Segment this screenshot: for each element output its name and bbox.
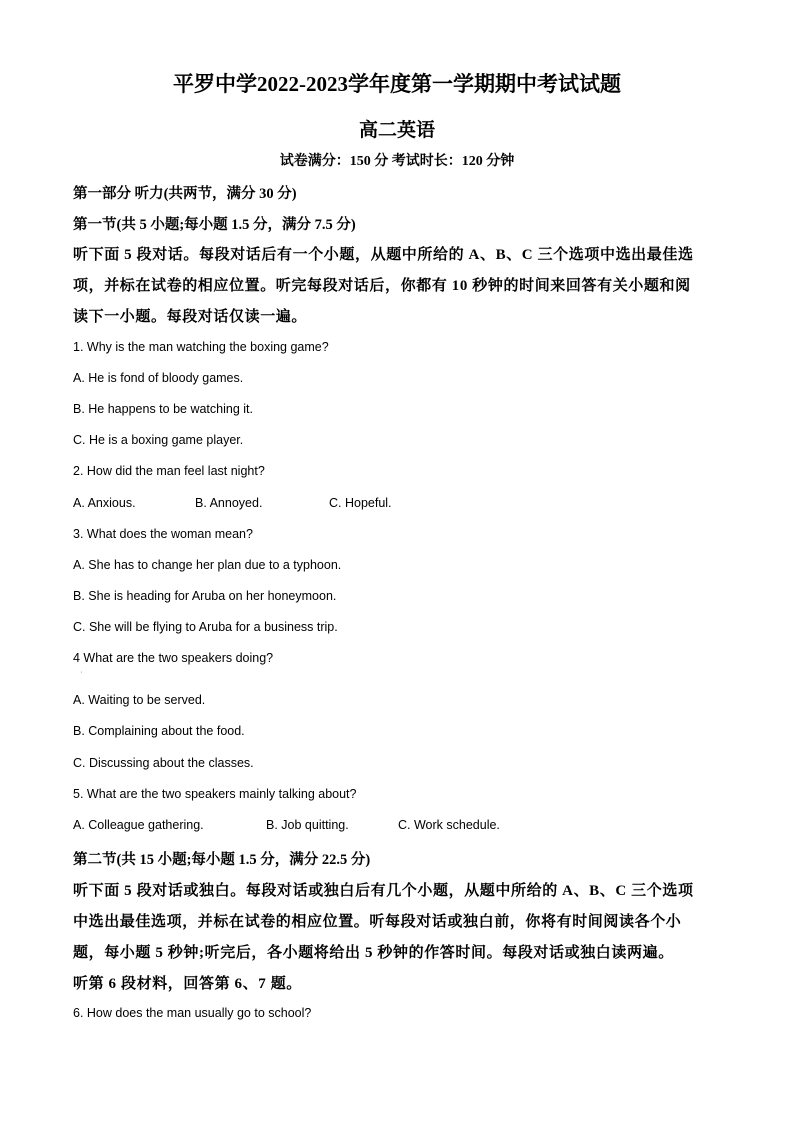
question-stem: 4 What are the two speakers doing?: [73, 651, 274, 665]
answer-option: C. She will be flying to Aruba for a business trip.: [73, 620, 338, 634]
section2-instruction-line: 中选出最佳选项，并标在试卷的相应位置。听每段对话或独白前，你将有时间阅读各个小: [73, 914, 682, 930]
answer-option: A. She has to change her plan due to a typhoon.: [73, 558, 342, 572]
answer-option: A. Anxious.: [73, 496, 136, 510]
question-stem: 2. How did the man feel last night?: [73, 464, 265, 478]
answer-option: C. Hopeful.: [329, 496, 392, 510]
question-stem: 6. How does the man usually go to school?: [73, 1006, 312, 1020]
answer-option: A. Waiting to be served.: [73, 693, 206, 707]
exam-meta: 试卷满分：150 分 考试时长：120 分钟: [279, 154, 515, 169]
section1-instruction-line: 读下一小题。每段对话仅读一遍。: [73, 309, 308, 325]
stray-dot: ˙: [80, 670, 83, 679]
answer-option: C. Work schedule.: [398, 818, 500, 832]
material-heading: 听第 6 段材料，回答第 6、7 题。: [73, 976, 302, 992]
answer-option: B. He happens to be watching it.: [73, 402, 253, 416]
section2-heading: 第二节(共 15 小题;每小题 1.5 分，满分 22.5 分): [73, 852, 371, 868]
answer-option: B. Annoyed.: [195, 496, 263, 510]
exam-title: 平罗中学2022-2023学年度第一学期期中考试试题: [173, 72, 621, 96]
section1-heading: 第一节(共 5 小题;每小题 1.5 分，满分 7.5 分): [73, 217, 356, 233]
answer-option: B. Complaining about the food.: [73, 724, 245, 738]
exam-subtitle: 高二英语: [358, 120, 435, 141]
question-stem: 5. What are the two speakers mainly talking about?: [73, 787, 357, 801]
answer-option: C. Discussing about the classes.: [73, 756, 254, 770]
answer-option: C. He is a boxing game player.: [73, 433, 244, 447]
question-stem: 1. Why is the man watching the boxing game?: [73, 340, 329, 354]
section2-instruction-line: 听下面 5 段对话或独白。每段对话或独白后有几个小题，从题中所给的 A、B、C 三个选项: [73, 883, 694, 899]
answer-option: B. She is heading for Aruba on her honeymoon.: [73, 589, 337, 603]
section1-instruction-line: 听下面 5 段对话。每段对话后有一个小题，从题中所给的 A、B、C 三个选项中选出最佳选: [73, 247, 694, 263]
question-stem: 3. What does the woman mean?: [73, 527, 253, 541]
part1-heading: 第一部分 听力(共两节，满分 30 分): [73, 186, 297, 202]
answer-option: B. Job quitting.: [266, 818, 349, 832]
section2-instruction-line: 题，每小题 5 秒钟;听完后，各小题将给出 5 秒钟的作答时间。每段对话或独白读两遍。: [73, 945, 674, 961]
answer-option: A. Colleague gathering.: [73, 818, 204, 832]
section1-instruction-line: 项，并标在试卷的相应位置。听完每段对话后，你都有 10 秒钟的时间来回答有关小题和阅: [73, 278, 691, 294]
answer-option: A. He is fond of bloody games.: [73, 371, 244, 385]
